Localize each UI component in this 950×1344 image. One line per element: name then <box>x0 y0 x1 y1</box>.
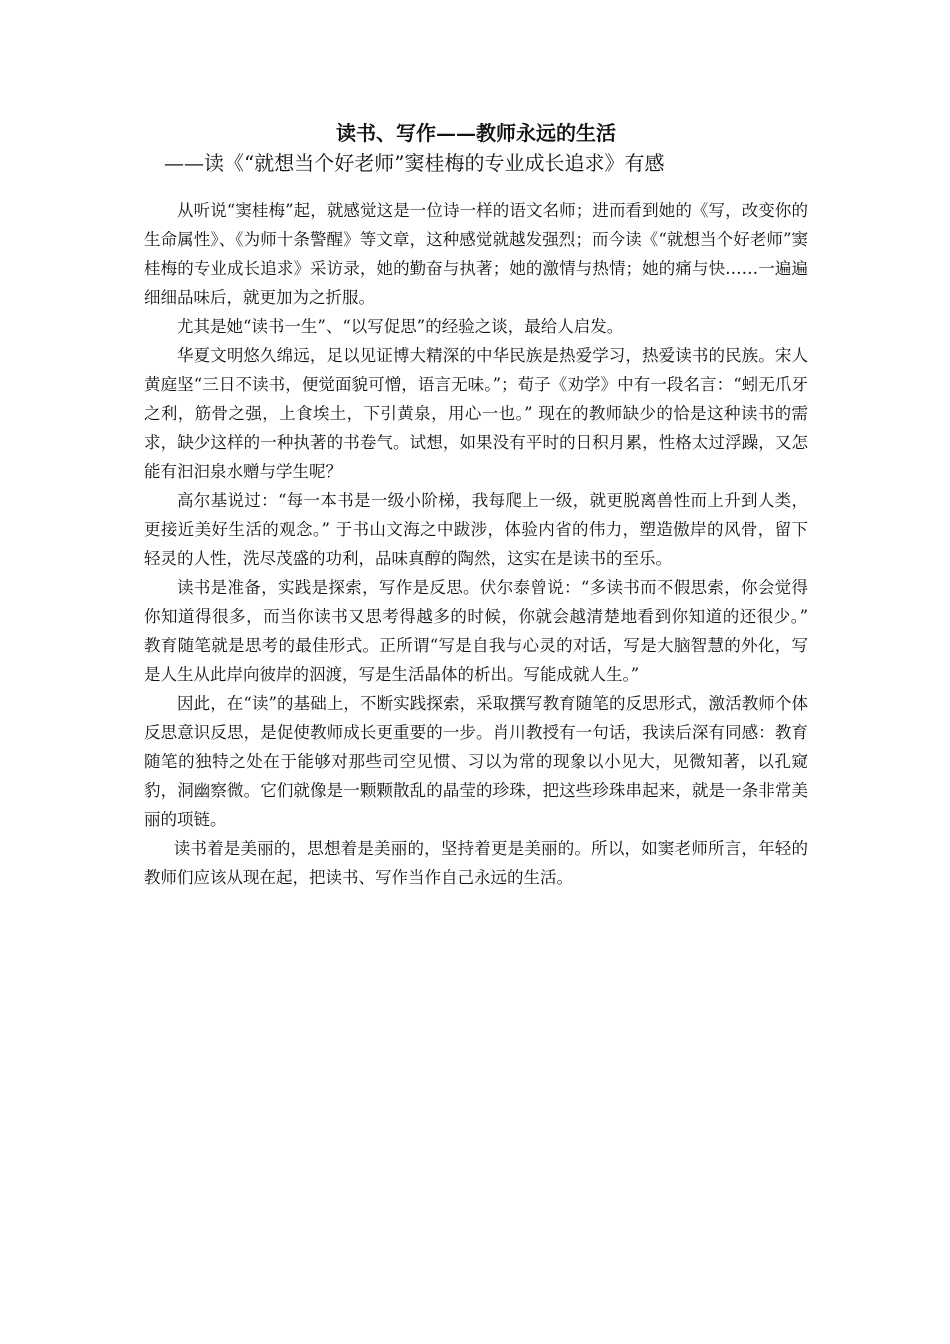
paragraph: 高尔基说过：“每一本书是一级小阶梯，我每爬上一级，就更脱离兽性而上升到人类，更接近美好生活的观念。” 于书山文海之中跋涉，体验内省的伟力，塑造傲岸的风骨，留下轻灵的人性，洗尽茂盛的功利，品味真醇的陶然，这实在是读书的至乐。 <box>144 491 808 568</box>
paragraph: 华夏文明悠久绵远，足以见证博大精深的中华民族是热爱学习，热爱读书的民族。宋人黄庭坚“三日不读书，便觉面貌可憎，语言无味。”；荀子《劝学》中有一段名言：“蚓无爪牙之利，筋骨之强，上食埃土，下引黄泉，用心一也。” 现在的教师缺少的恰是这种读书的需求，缺少这样的一种执著的书卷气。试想，如果没有平时的日积月累，性格太过浮躁，又怎能有汩汩泉水赠与学生呢？ <box>144 346 808 481</box>
document-page <box>144 118 808 892</box>
paragraph: 从听说“窦桂梅”起，就感觉这是一位诗一样的语文名师；进而看到她的《写，改变你的生命属性》、《为师十条警醒》等文章，这种感觉就越发强烈；而今读《“就想当个好老师”窦桂梅的专业成长追求》采访录，她的勤奋与执著；她的激情与热情；她的痛与快……一遍遍细细品味后，就更加为之折服。 <box>144 201 808 307</box>
paragraph: 因此，在“读”的基础上，不断实践探索，采取撰写教育随笔的反思形式，激活教师个体反思意识反思，是促使教师成长更重要的一步。肖川教授有一句话，我读后深有同感：教育随笔的独特之处在于能够对那些司空见惯、习以为常的现象以小见大，见微知著，以孔窥豹，洞幽察微。它们就像是一颗颗散乱的晶莹的珍珠，把这些珍珠串起来，就是一条非常美丽的项链。 <box>144 694 808 829</box>
document-body <box>144 196 808 892</box>
paragraph: 读书是准备，实践是探索，写作是反思。伏尔泰曾说：“多读书而不假思索，你会觉得你知道得很多，而当你读书又思考得越多的时候，你就会越清楚地看到你知道的还很少。” 教育随笔就是思考的最佳形式。正所谓“写是自我与心灵的对话，写是大脑智慧的外化，写是人生从此岸向彼岸的泅渡，写是生活晶体的析出。写能成就人生。” <box>144 578 808 684</box>
paragraph: 尤其是她“读书一生”、“以写促思”的经验之谈，最给人启发。 <box>177 317 624 336</box>
document-subtitle: ——读《“就想当个好老师”窦桂梅的专业成长追求》有感 <box>164 151 665 175</box>
paragraph: 读书着是美丽的，思想着是美丽的，坚持着更是美丽的。所以，如窦老师所言，年轻的教师们应该从现在起，把读书、写作当作自己永远的生活。 <box>144 839 808 887</box>
document-title: 读书、写作——教师永远的生活 <box>336 121 616 145</box>
